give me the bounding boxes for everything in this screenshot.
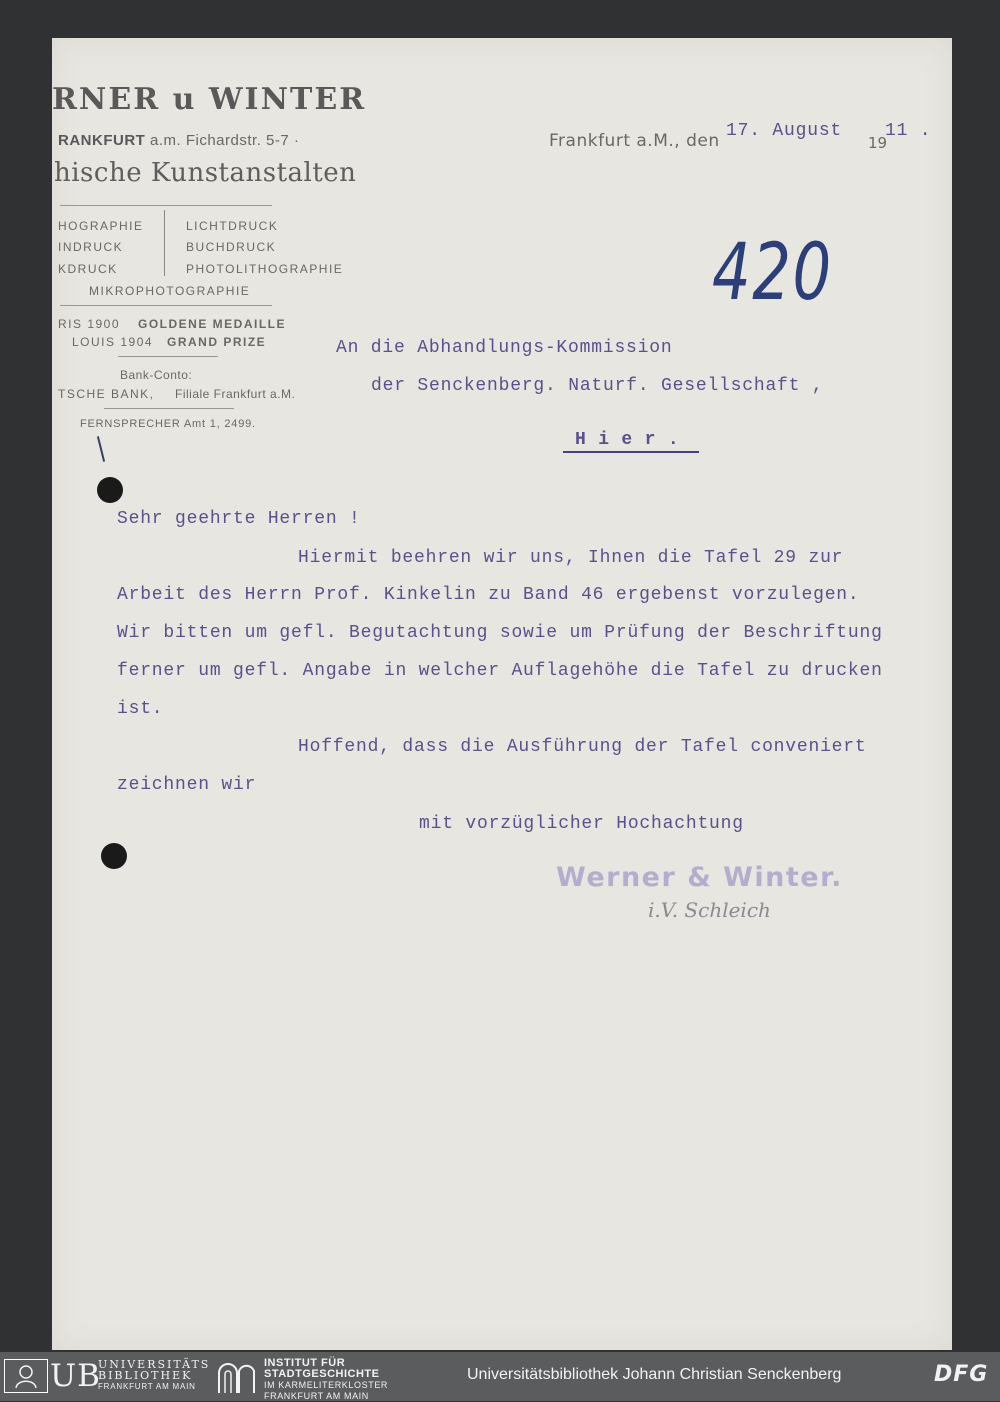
footer-bar (0, 1352, 1000, 1401)
recipient-line-3: H i e r . (575, 430, 680, 450)
letterhead-subtitle: hische Kunstanstalten (54, 158, 357, 188)
letterhead-divider (60, 205, 272, 206)
body-line-6: Hoffend, dass die Ausführung der Tafel conveniert (298, 737, 867, 757)
service-right-2: BUCHDRUCK (186, 240, 277, 254)
date-day-month: 17. August (726, 121, 843, 141)
bank-label: Bank-Conto: (120, 368, 193, 382)
services-divider (164, 210, 165, 276)
ifs-logo-icon (216, 1359, 256, 1394)
handwritten-signature: i.V. Schleich (648, 898, 771, 922)
ub-logo-icon (4, 1359, 48, 1393)
date-place: Frankfurt a.M., den (549, 131, 720, 151)
punch-hole-top (97, 477, 123, 503)
bank-branch: Filiale Frankfurt a.M. (175, 387, 296, 401)
ub-name: UNIVERSITÄTS BIBLIOTHEK FRANKFURT AM MAIN (98, 1358, 211, 1391)
body-line-5: ist. (117, 699, 164, 719)
letterhead-address: RANKFURT a.m. Fichardstr. 5-7 · (58, 132, 300, 149)
salutation: Sehr geehrte Herren ! (117, 509, 361, 529)
award-prize-1: GOLDENE MEDAILLE (138, 317, 287, 331)
letterhead-divider-2 (60, 305, 272, 306)
service-left-1: HOGRAPHIE (58, 219, 144, 233)
body-line-1: Hiermit beehren wir uns, Ihnen die Tafel 29 zur (298, 548, 844, 568)
body-line-3: Wir bitten um gefl. Begutachtung sowie um Prüfung der Beschriftung (117, 623, 883, 643)
bank-name: TSCHE BANK, (58, 387, 155, 401)
phone-number: FERNSPRECHER Amt 1, 2499. (80, 418, 256, 430)
ub-initials: UB (50, 1358, 101, 1394)
service-right-3: PHOTOLITHOGRAPHIE (186, 262, 344, 276)
letterhead-firm-name: RNER u WINTER (52, 82, 367, 117)
body-line-7: zeichnen wir (117, 775, 257, 795)
recipient-line-1: An die Abhandlungs-Kommission (336, 338, 673, 358)
punch-hole-bottom (101, 843, 127, 869)
closing: mit vorzüglicher Hochachtung (419, 814, 744, 834)
recipient-line-2: der Senckenberg. Naturf. Gesellschaft , (371, 376, 824, 396)
service-left-2: INDRUCK (58, 240, 124, 254)
archive-number: 420 (712, 228, 833, 318)
footer-library-name: Universitätsbibliothek Johann Christian Senckenberg (467, 1366, 842, 1383)
service-center: MIKROPHOTOGRAPHIE (89, 284, 251, 298)
award-place-2: LOUIS 1904 (72, 335, 154, 349)
award-place-1: RIS 1900 (58, 317, 121, 331)
body-line-4: ferner um gefl. Angabe in welcher Auflagehöhe die Tafel zu drucken (117, 661, 883, 681)
date-year-prefix: 19 (868, 134, 888, 152)
company-stamp: Werner & Winter. (556, 862, 843, 893)
recipient-underline (563, 451, 699, 453)
body-line-2: Arbeit des Herrn Prof. Kinkelin zu Band 46 ergebenst vorzulegen. (117, 585, 860, 605)
letterhead-divider-4 (104, 408, 234, 409)
service-right-1: LICHTDRUCK (186, 219, 279, 233)
service-left-3: KDRUCK (58, 262, 118, 276)
dfg-logo: DFG (934, 1362, 989, 1387)
letterhead-divider-3 (118, 356, 218, 357)
award-prize-2: GRAND PRIZE (167, 335, 267, 349)
date-year-suffix: 11 . (885, 121, 932, 141)
ifs-name: INSTITUT FÜR STADTGESCHICHTE IM KARMELITERKLOSTER FRANKFURT AM MAIN (264, 1357, 389, 1401)
